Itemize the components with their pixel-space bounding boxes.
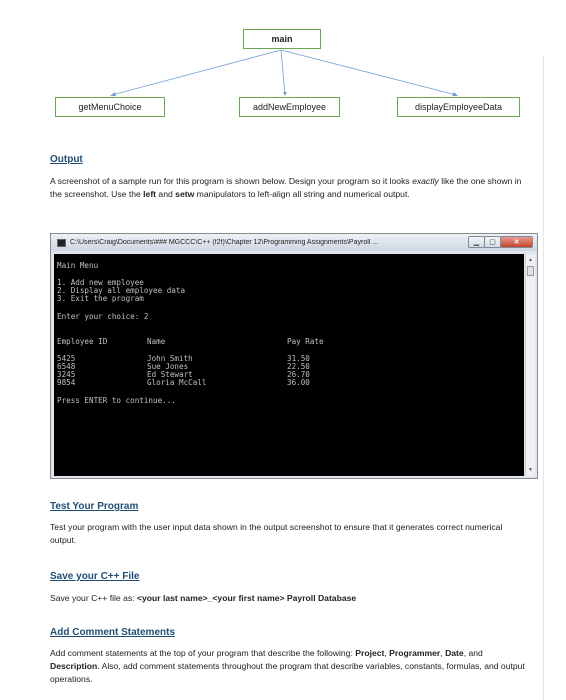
node-displayemployeedata: displayEmployeeData (397, 97, 520, 117)
test-heading: Test Your Program (50, 501, 139, 512)
output-paragraph (50, 175, 530, 201)
output-text-1: A screenshot of a sample run for this program is shown below. Design your program so it looks (50, 176, 413, 186)
output-heading: Output (50, 154, 83, 165)
minimize-icon: ▁ (473, 239, 480, 246)
cell-id: 6548 (57, 362, 76, 371)
comment-sep-3: , and (463, 648, 483, 658)
header-employee-id: Employee ID (57, 337, 108, 346)
console-menu-title: Main Menu (57, 261, 99, 270)
node-addnewemployee: addNewEmployee (239, 97, 340, 117)
save-text: Save your C++ file as: (50, 593, 137, 603)
header-name: Name (147, 337, 166, 346)
comment-date: Date (445, 648, 464, 658)
output-text-emphasis: exactly (412, 176, 439, 186)
output-text-4: manipulators to left-align all string and numerical output. (194, 189, 410, 199)
close-button[interactable] (500, 236, 533, 248)
cell-id: 5425 (57, 354, 76, 363)
cell-name: Sue Jones (147, 362, 189, 371)
node-main: main (243, 29, 321, 49)
comment-paragraph (50, 647, 530, 686)
console-scrollbar[interactable] (525, 254, 535, 476)
cell-name: Gloria McCall (147, 378, 207, 387)
console-option-3: 3. Exit the program (57, 294, 144, 303)
console-option-1: 1. Add new employee (57, 278, 144, 287)
arrowhead-addnewemployee (283, 92, 287, 96)
comment-text-2: . Also, add comment statements throughout the program that describe variables, constants, formulas, and output operations. (50, 661, 525, 684)
window-title: C:\Users\Craig\Documents\### MGCCC\C++ (f2f)\Chapter 12\Programming Assignments\Payroll ... (70, 239, 379, 246)
scroll-up-arrow-icon[interactable]: ▲ (528, 256, 533, 263)
comment-sep-2: , (440, 648, 446, 658)
arrowhead-getmenuchoice (110, 92, 116, 96)
cell-id: 9854 (57, 378, 76, 387)
cell-pay: 31.50 (287, 354, 310, 363)
console-output (54, 254, 524, 476)
comment-description: Description (50, 661, 98, 671)
comment-heading: Add Comment Statements (50, 627, 176, 638)
output-text-3: and (156, 189, 176, 199)
save-paragraph (50, 592, 530, 605)
console-window (50, 233, 538, 479)
page-edge (543, 56, 544, 700)
output-text-left: left (143, 189, 157, 199)
console-app-icon (57, 239, 66, 247)
close-icon: ✕ (513, 239, 520, 246)
output-text-setw: setw (175, 189, 195, 199)
comment-project: Project (355, 648, 385, 658)
connector-addnewemployee (281, 50, 285, 95)
save-heading: Save your C++ File (50, 571, 140, 582)
comment-programmer: Programmer (389, 648, 441, 658)
window-titlebar[interactable] (51, 234, 537, 251)
node-getmenuchoice: getMenuChoice (55, 97, 165, 117)
maximize-icon: ▢ (489, 239, 496, 246)
comment-text-1: Add comment statements at the top of your program that describe the following: (50, 648, 356, 658)
cell-id: 3245 (57, 370, 76, 379)
output-text-2: like the one shown in the screenshot. Use the (50, 176, 522, 199)
console-prompt: Enter your choice: 2 (57, 312, 149, 321)
connector-displayemployeedata (281, 50, 456, 95)
cell-pay: 26.70 (287, 370, 310, 379)
save-filename: <your last name>_<your first name> Payroll Database (136, 593, 357, 603)
minimize-button[interactable] (468, 236, 485, 248)
console-option-2: 2. Display all employee data (57, 286, 186, 295)
connector-getmenuchoice (112, 50, 281, 95)
comment-sep-1: , (384, 648, 390, 658)
cell-name: Ed Stewart (147, 370, 193, 379)
cell-name: John Smith (147, 354, 193, 363)
scroll-down-arrow-icon[interactable]: ▼ (528, 466, 533, 473)
header-pay-rate: Pay Rate (287, 337, 324, 346)
cell-pay: 36.00 (287, 378, 310, 387)
console-press-enter: Press ENTER to continue... (57, 396, 176, 405)
hierarchy-diagram (0, 0, 566, 130)
maximize-button[interactable] (484, 236, 501, 248)
scroll-thumb[interactable] (527, 266, 534, 276)
test-paragraph: Test your program with the user input data shown in the output screenshot to ensure that it generates correct numerical output. (50, 522, 503, 545)
cell-pay: 22.50 (287, 362, 310, 371)
